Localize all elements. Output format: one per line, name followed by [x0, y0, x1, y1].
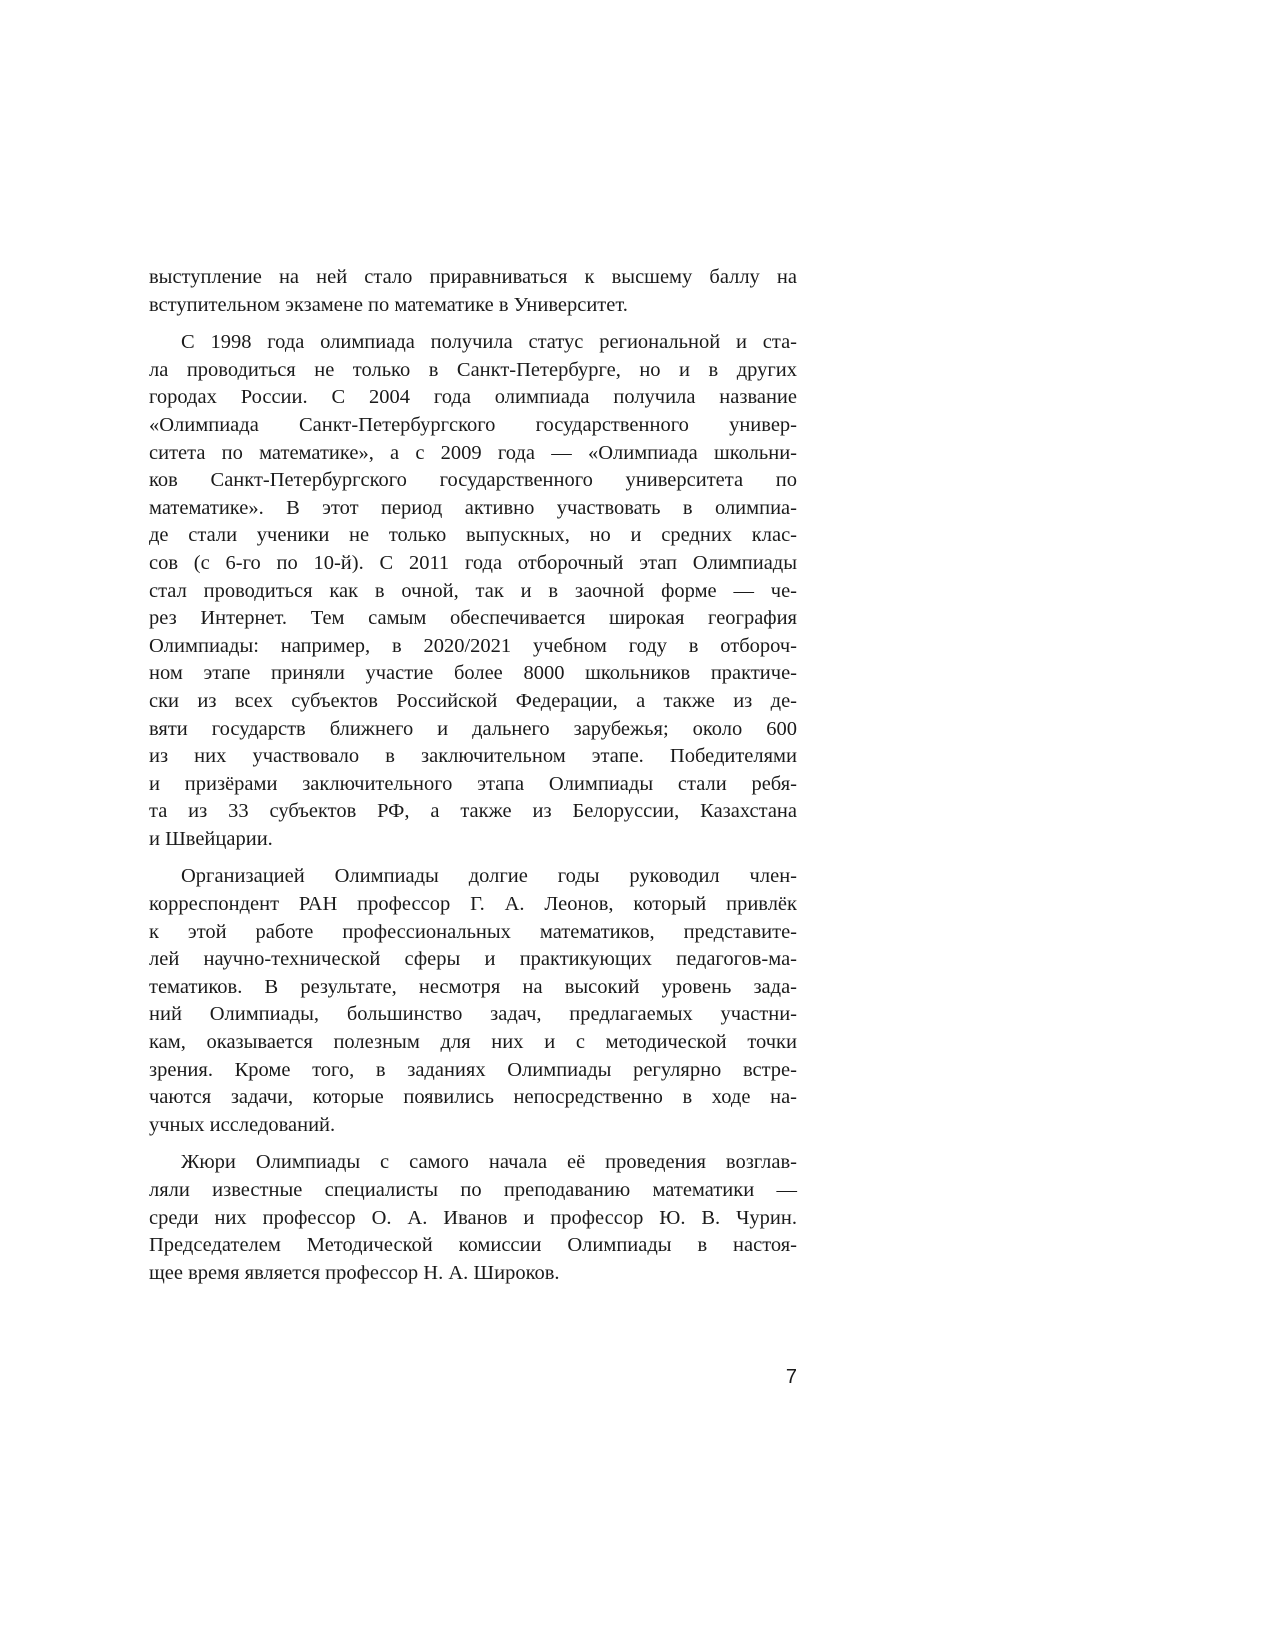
- text-line: ляли известные специалисты по преподаванию математики —: [149, 1179, 797, 1201]
- paragraph-2: [149, 329, 797, 853]
- text-line: лей научно-технической сферы и практикующих педагогов-ма-: [149, 948, 797, 971]
- paragraph-3: [149, 863, 797, 1139]
- text-line: зрения. Кроме того, в заданиях Олимпиады регулярно встре-: [149, 1058, 797, 1081]
- text-line: ски из всех субъектов Российской Федерации, а также из де-: [149, 689, 797, 712]
- text-line: городах России. С 2004 года олимпиада получила название: [149, 386, 797, 409]
- text-line: ном этапе приняли участие более 8000 школьников практиче-: [149, 662, 797, 685]
- text-line: корреспондент РАН профессор Г. А. Леонов, который привлёк: [149, 893, 797, 916]
- text-line: ний Олимпиады, большинство задач, предлагаемых участни-: [149, 1003, 797, 1026]
- paragraph-4: [149, 1149, 797, 1287]
- text-line: сов (с 6-го по 10-й). С 2011 года отборочный этап Олимпиады: [149, 551, 797, 574]
- text-line: математике». В этот период активно участвовать в олимпиа-: [149, 496, 797, 519]
- text-line: та из 33 субъектов РФ, а также из Белоруссии, Казахстана: [149, 800, 797, 823]
- text-line: Жюри Олимпиады с самого начала её проведения возглав-: [181, 1151, 797, 1174]
- text-line: кам, оказывается полезным для них и с методической точки: [149, 1031, 797, 1054]
- text-line: «Олимпиада Санкт-Петербургского государственного универ-: [149, 413, 797, 436]
- text-line: щее время является профессор Н. А. Широков.: [149, 1261, 560, 1284]
- text-line: Организацией Олимпиады долгие годы руководил член-: [181, 865, 797, 888]
- text-line: из них участвовало в заключительном этапе. Победителями: [149, 745, 797, 768]
- text-line: ла проводиться не только в Санкт-Петербурге, но и в других: [149, 358, 797, 381]
- text-line: и Швейцарии.: [149, 827, 273, 850]
- text-line: выступление на ней стало приравниваться к высшему баллу на: [149, 266, 797, 288]
- text-line: Олимпиады: например, в 2020/2021 учебном году в отбороч-: [149, 634, 797, 657]
- page-number: 7: [785, 1366, 797, 1388]
- document-body: [149, 264, 797, 1297]
- text-line: учных исследований.: [149, 1113, 336, 1136]
- text-line: вяти государств ближнего и дальнего зарубежья; около 600: [149, 717, 797, 740]
- text-line: ков Санкт-Петербургского государственного университета по: [149, 469, 797, 492]
- text-line: чаются задачи, которые появились непосредственно в ходе на-: [149, 1086, 797, 1109]
- text-line: Председателем Методической комиссии Олимпиады в настоя-: [149, 1234, 797, 1257]
- text-line: рез Интернет. Тем самым обеспечивается широкая география: [149, 607, 797, 630]
- text-line: де стали ученики не только выпускных, но и средних клас-: [149, 524, 797, 547]
- text-line: ситета по математике», а с 2009 года — «Олимпиада школьни-: [149, 441, 797, 464]
- text-line: тематиков. В результате, несмотря на высокий уровень зада-: [149, 975, 797, 998]
- text-line: к этой работе профессиональных математиков, представите-: [149, 920, 797, 943]
- text-line: вступительном экзамене по математике в Университет.: [149, 293, 628, 316]
- text-line: среди них профессор О. А. Иванов и профессор Ю. В. Чурин.: [149, 1206, 797, 1229]
- text-line: стал проводиться как в очной, так и в заочной форме — че-: [149, 579, 797, 602]
- text-line: и призёрами заключительного этапа Олимпиады стали ребя-: [149, 772, 797, 795]
- text-line: С 1998 года олимпиада получила статус региональной и ста-: [181, 331, 797, 354]
- paragraph-1: [149, 264, 797, 319]
